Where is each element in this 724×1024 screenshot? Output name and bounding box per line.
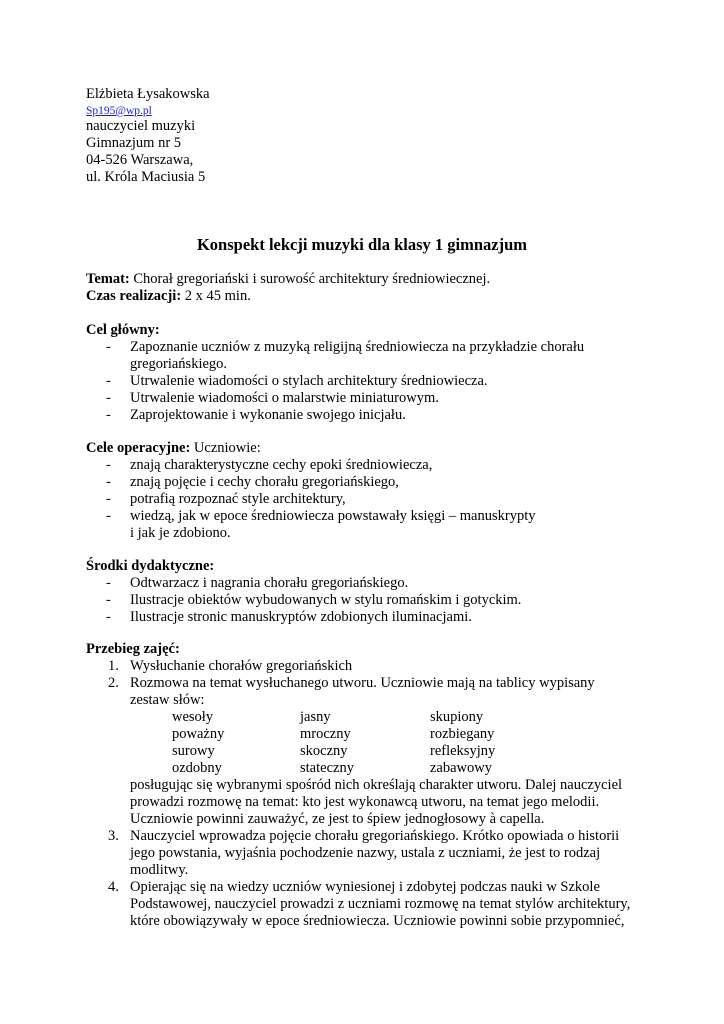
list-item: zestaw słów: xyxy=(130,692,205,708)
bullet-dash: - xyxy=(106,609,111,625)
list-item: Zaprojektowanie i wykonanie swojego inicjału. xyxy=(130,407,406,423)
duration-line xyxy=(86,288,251,305)
list-item: i jak je zdobiono. xyxy=(130,525,231,541)
word-cell: wesoły xyxy=(172,709,214,725)
duration-label: Czas realizacji: xyxy=(86,288,182,304)
list-number: 4. xyxy=(108,879,119,895)
list-item: Zapoznanie uczniów z muzyką religijną średniowiecza na przykładzie chorału xyxy=(130,339,585,355)
topic-label: Temat: xyxy=(86,271,130,287)
list-number: 1. xyxy=(108,658,119,674)
list-item: Podstawowej, nauczyciel prowadzi z uczniami rozmowę na temat stylów architektury, xyxy=(130,896,631,912)
document-title: Konspekt lekcji muzyki dla klasy 1 gimnazjum xyxy=(196,235,528,254)
word-cell: skoczny xyxy=(300,743,348,759)
author-street: ul. Króla Maciusia 5 xyxy=(86,169,206,185)
list-item: gregoriańskiego. xyxy=(130,356,228,372)
list-number: 3. xyxy=(108,828,119,844)
list-item: Wysłuchanie chorałów gregoriańskich xyxy=(130,658,353,674)
author-role: nauczyciel muzyki xyxy=(86,118,196,134)
list-item: jego powstania, wyjaśnia pochodzenie nazwy, ustala z uczniami, że jest to rodzaj xyxy=(130,845,601,861)
word-cell: zabawowy xyxy=(430,760,493,776)
word-cell: refleksyjny xyxy=(430,743,496,759)
lesson-flow-heading: Przebieg zajęć: xyxy=(86,641,180,657)
bullet-dash: - xyxy=(106,491,111,507)
list-item: modlitwy. xyxy=(130,862,189,878)
list-item: wiedzą, jak w epoce średniowiecza powstawały księgi – manuskrypty xyxy=(130,508,536,524)
operational-goals-heading: Cele operacyjne: xyxy=(86,440,191,456)
operational-goals-intro: Uczniowie: xyxy=(193,440,261,456)
author-city: 04-526 Warszawa, xyxy=(86,152,194,168)
bullet-dash: - xyxy=(106,592,111,608)
word-cell: poważny xyxy=(172,726,225,742)
author-email-link[interactable]: Sp195@wp.pl xyxy=(86,105,152,117)
list-item: Rozmowa na temat wysłuchanego utworu. Uczniowie mają na tablicy wypisany xyxy=(130,675,595,691)
bullet-dash: - xyxy=(106,407,111,423)
operational-goals-line xyxy=(86,440,261,457)
word-cell: surowy xyxy=(172,743,215,759)
topic-line xyxy=(86,271,490,288)
list-item: które obowiązywały w epoce średniowiecza. Uczniowie powinni sobie przypomnieć, xyxy=(130,913,625,929)
author-name: Elżbieta Łysakowska xyxy=(86,86,210,102)
list-item: znają charakterystyczne cechy epoki średniowiecza, xyxy=(130,457,433,473)
list-item: Ilustracje obiektów wybudowanych w stylu romańskim i gotyckim. xyxy=(130,592,522,608)
duration-value: 2 x 45 min. xyxy=(184,288,251,304)
word-cell: mroczny xyxy=(300,726,351,742)
bullet-dash: - xyxy=(106,373,111,389)
list-item: Utrwalenie wiadomości o stylach architektury średniowiecza. xyxy=(130,373,488,389)
list-item: Nauczyciel wprowadza pojęcie chorału gregoriańskiego. Krótko opowiada o historii xyxy=(130,828,620,844)
bullet-dash: - xyxy=(106,508,111,524)
list-item: znają pojęcie i cechy chorału gregoriańskiego, xyxy=(130,474,399,490)
list-item: Odtwarzacz i nagrania chorału gregoriańskiego. xyxy=(130,575,409,591)
topic-value: Chorał gregoriański i surowość architektury średniowiecznej. xyxy=(133,271,491,287)
list-item: potrafią rozpoznać style architektury, xyxy=(130,491,346,507)
word-cell: ozdobny xyxy=(172,760,222,776)
main-goal-heading: Cel główny: xyxy=(86,322,160,338)
list-item: Ilustracje stronic manuskryptów zdobionych iluminacjami. xyxy=(130,609,472,625)
word-cell: stateczny xyxy=(300,760,354,776)
bullet-dash: - xyxy=(106,390,111,406)
word-cell: jasny xyxy=(300,709,331,725)
list-item: Utrwalenie wiadomości o malarstwie miniaturowym. xyxy=(130,390,439,406)
word-cell: skupiony xyxy=(430,709,484,725)
list-item: Uczniowie powinni zauważyć, ze jest to śpiew jednogłosowy à capella. xyxy=(130,811,545,827)
bullet-dash: - xyxy=(106,575,111,591)
list-number: 2. xyxy=(108,675,119,691)
word-cell: rozbiegany xyxy=(430,726,495,742)
author-school: Gimnazjum nr 5 xyxy=(86,135,182,151)
bullet-dash: - xyxy=(106,339,111,355)
bullet-dash: - xyxy=(106,457,111,473)
list-item: posługując się wybranymi spośród nich określają charakter utworu. Dalej nauczyciel xyxy=(130,777,623,793)
list-item: Opierając się na wiedzy uczniów wyniesionej i zdobytej podczas nauki w Szkole xyxy=(130,879,600,895)
list-item: prowadzi rozmowę na temat: kto jest wykonawcą utworu, na temat jego melodii. xyxy=(130,794,600,810)
teaching-aids-heading: Środki dydaktyczne: xyxy=(86,558,215,574)
bullet-dash: - xyxy=(106,474,111,490)
